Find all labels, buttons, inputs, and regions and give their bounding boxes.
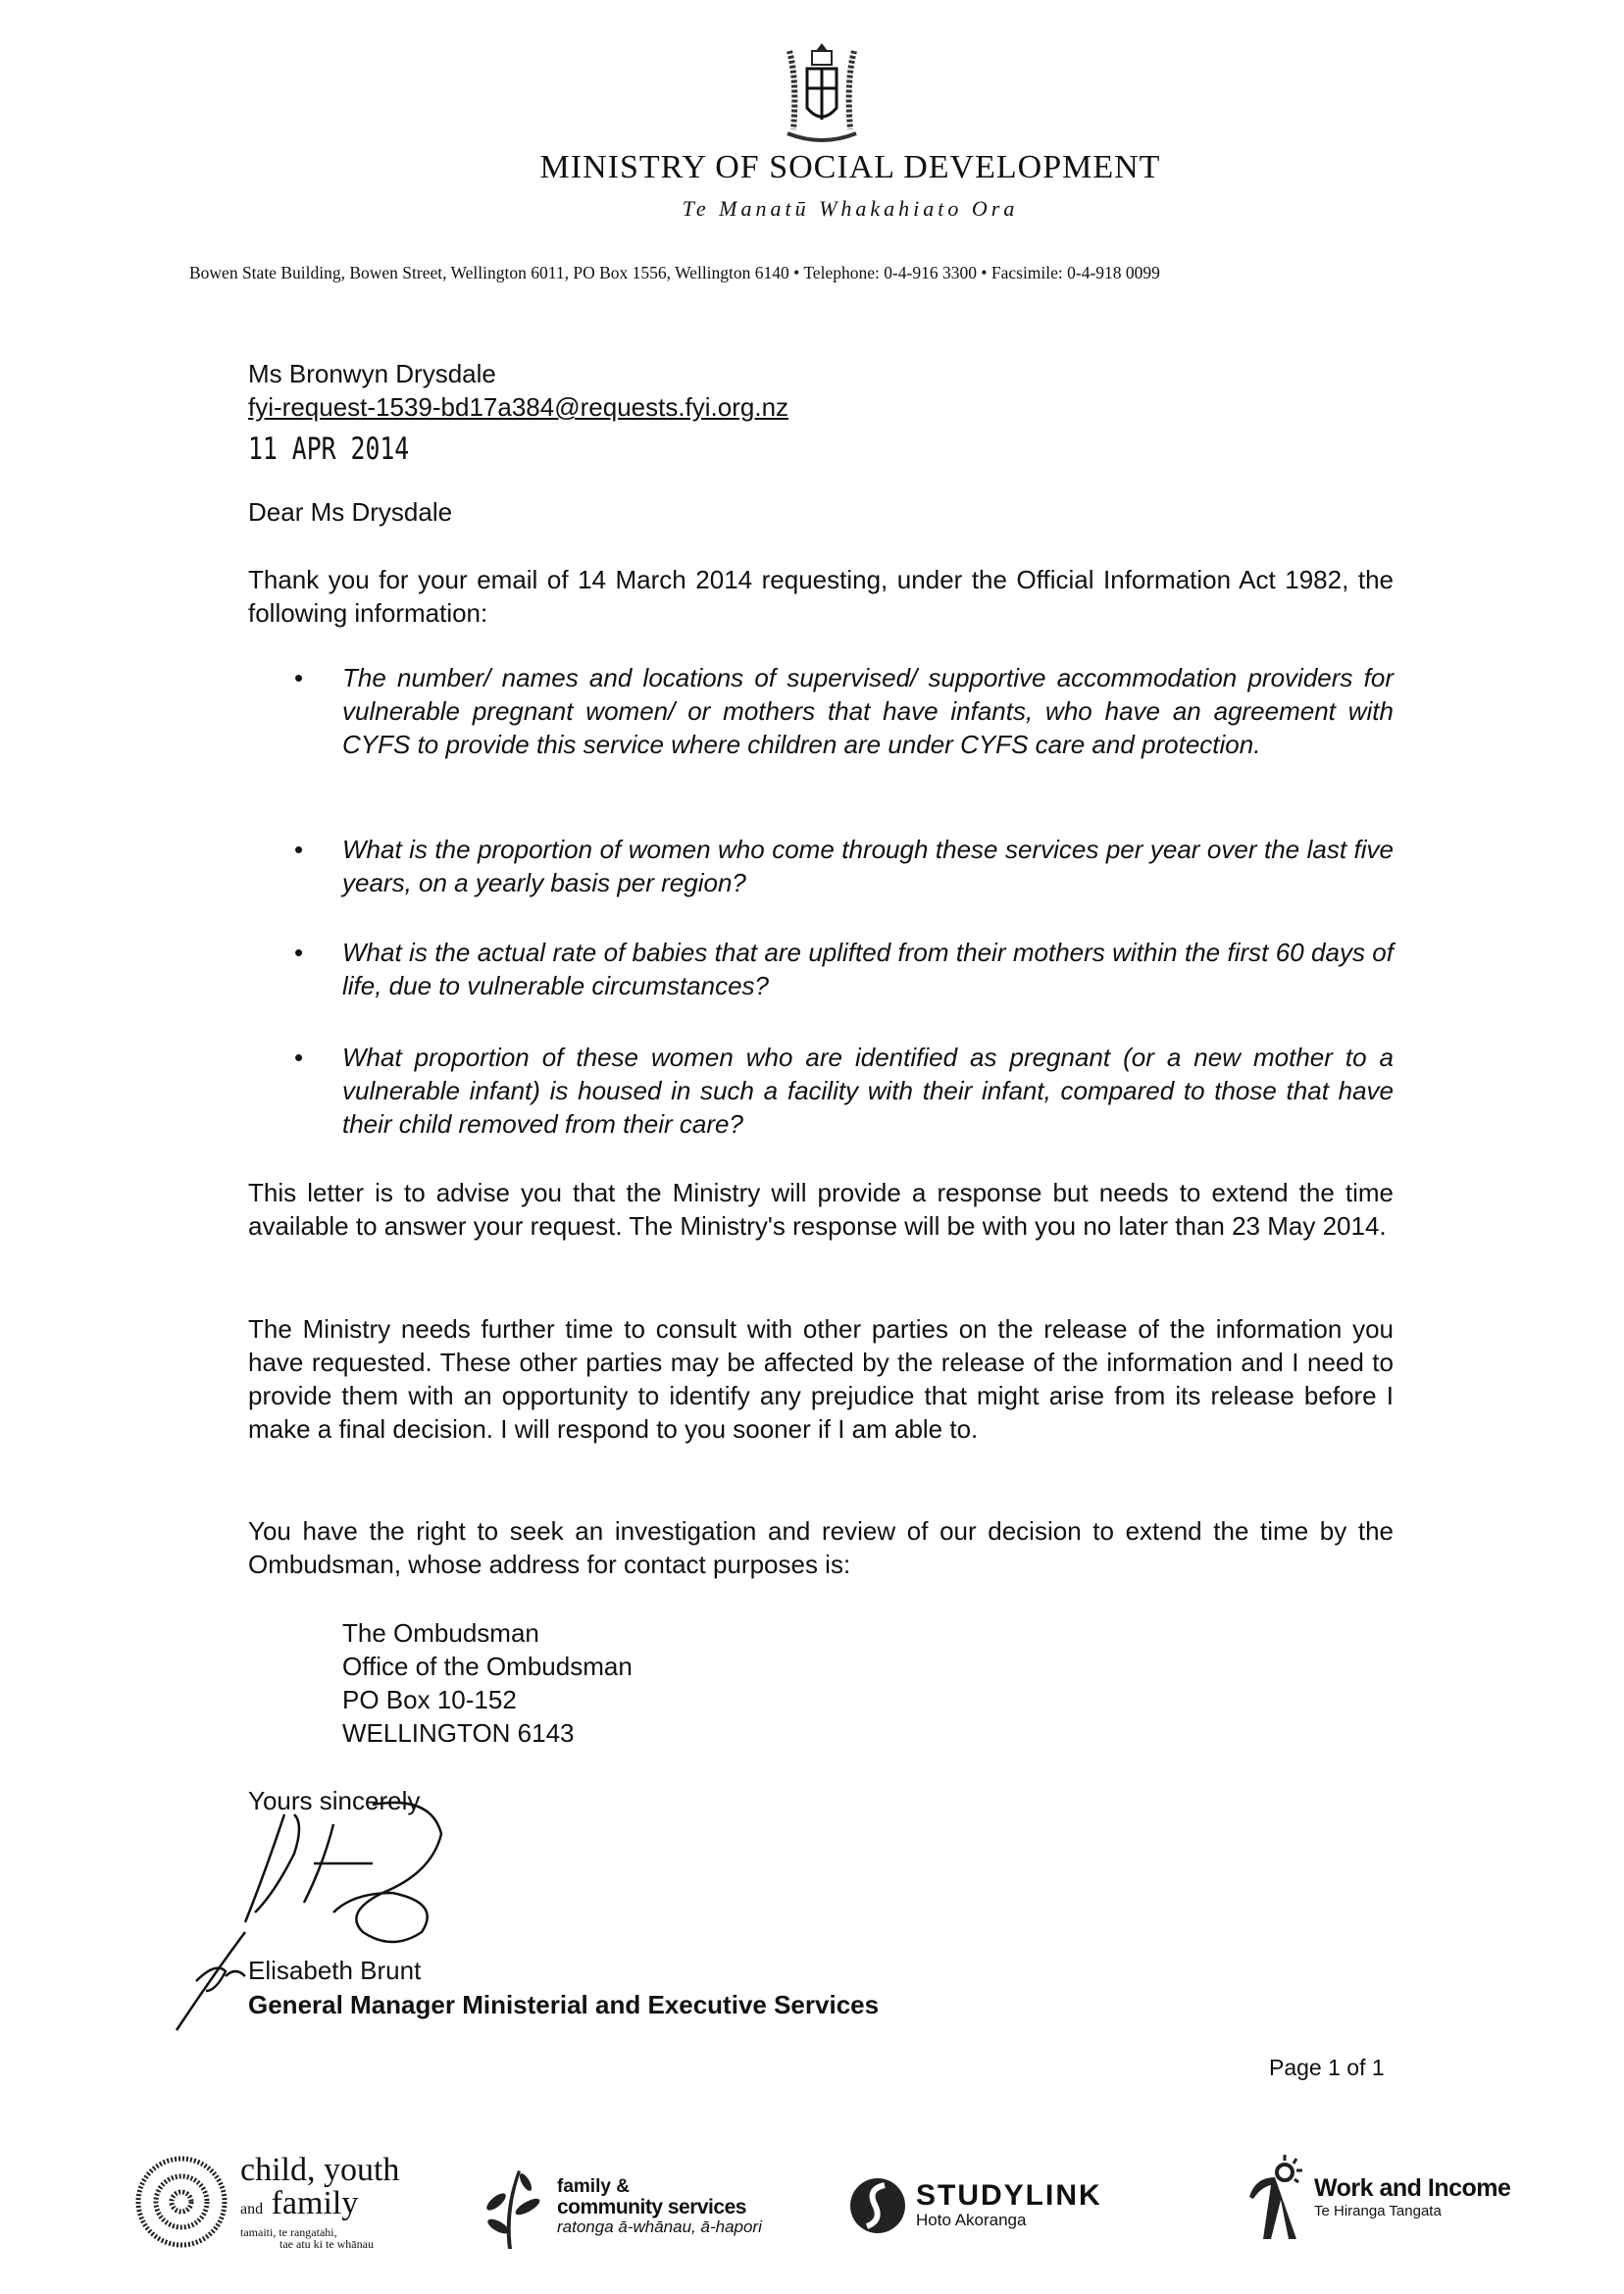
request-item: • What proportion of these women who are identified as pregnant (or a new mother to a vulnerable infant) is housed in such a facility with their infant, compared to those that have their child removed from their care? bbox=[294, 1043, 1394, 1139]
recipient-email[interactable]: fyi-request-1539-bd17a384@requests.fyi.org.nz bbox=[248, 392, 789, 422]
studylink-s-icon bbox=[849, 2175, 906, 2236]
cyf-logo bbox=[132, 2148, 399, 2256]
ombudsman-address bbox=[342, 1616, 633, 1750]
request-item-text: What proportion of these women who are identified as pregnant (or a new mother to a vulnerable infant) is housed in such a facility with their infant, compared to those that have their child removed from their care? bbox=[342, 1043, 1394, 1139]
review-rights-paragraph: You have the right to seek an investigation and review of our decision to extend the time by the Ombudsman, whose address for contact purposes is: bbox=[248, 1516, 1394, 1579]
nz-coat-of-arms-icon bbox=[780, 41, 864, 143]
request-item-text: What is the proportion of women who come through these services per year over the last five years, on a yearly basis per region? bbox=[342, 835, 1394, 897]
address-line: The Ombudsman bbox=[342, 1618, 539, 1648]
cyf-and: and bbox=[240, 2201, 264, 2218]
address-line: Office of the Ombudsman bbox=[342, 1652, 633, 1681]
closing: Yours sincerely bbox=[248, 1786, 421, 1815]
work-and-income-name: Work and Income bbox=[1314, 2174, 1511, 2202]
salutation: Dear Ms Drysdale bbox=[248, 497, 453, 527]
studylink-name: STUDYLINK bbox=[916, 2179, 1102, 2212]
cyf-tag1: tamaiti, te rangatahi, bbox=[240, 2225, 337, 2239]
consultation-paragraph: The Ministry needs further time to consult with other parties on the release of the information you have requested. These other parties may be affected by the release of the information and I need to provide them with an opportunity to identify any prejudice that might arise from its release before I make a final decision. I will respond to you sooner if I am able to. bbox=[248, 1314, 1394, 1444]
cyf-line1: child, youth bbox=[240, 2152, 400, 2188]
intro-paragraph: Thank you for your email of 14 March 2014 requesting, under the Official Information Act 1982, the following information: bbox=[248, 565, 1394, 628]
address-line: PO Box 10-152 bbox=[342, 1685, 517, 1714]
request-item: • What is the proportion of women who come through these services per year over the last five years, on a yearly basis per region? bbox=[294, 835, 1394, 897]
cyf-line2: family bbox=[271, 2185, 359, 2221]
ministry-maori-name: Te Manatū Whakahiato Ora bbox=[682, 196, 1019, 221]
request-item-text: The number/ names and locations of supervised/ supportive accommodation providers for vulnerable pregnant women/ or mothers that have infants, who have an agreement with CYFS to provide this service where children are under CYFS care and protection. bbox=[342, 663, 1394, 759]
recipient-name: Ms Bronwyn Drysdale bbox=[248, 359, 496, 388]
fcs-logo bbox=[479, 2163, 762, 2251]
request-item-text: What is the actual rate of babies that are uplifted from their mothers within the first 60 days of life, due to vulnerable circumstances? bbox=[342, 938, 1394, 1000]
ministry-name: MINISTRY OF SOCIAL DEVELOPMENT bbox=[539, 149, 1161, 185]
studylink-logo bbox=[849, 2175, 1102, 2236]
cyf-tag2: tae atu ki te whānau bbox=[279, 2237, 374, 2251]
fcs-line2: community services bbox=[557, 2196, 746, 2219]
signatory-name: Elisabeth Brunt bbox=[248, 1956, 422, 1985]
request-item: • What is the actual rate of babies that are uplifted from their mothers within the first 60 days of life, due to vulnerable circumstances? bbox=[294, 938, 1394, 1000]
cyf-spiral-icon bbox=[132, 2148, 230, 2256]
fcs-line1: family & bbox=[557, 2176, 630, 2198]
page-number: Page 1 of 1 bbox=[1269, 2055, 1385, 2080]
work-and-income-tag: Te Hiranga Tangata bbox=[1314, 2203, 1442, 2219]
signatory-title: General Manager Ministerial and Executive Services bbox=[248, 1990, 880, 2019]
fcs-tag: ratonga ā-whānau, ā-hapori bbox=[557, 2218, 762, 2237]
request-item: • The number/ names and locations of supervised/ supportive accommodation providers for vulnerable pregnant women/ or mothers that have infants, who have an agreement with CYFS to provide this service where children are under CYFS care and protection. bbox=[294, 663, 1394, 759]
work-and-income-logo bbox=[1245, 2153, 1510, 2241]
ministry-address: Bowen State Building, Bowen Street, Wellington 6011, PO Box 1556, Wellington 6140 • Telephone: 0-4-916 3300 • Facsimile: 0-4-918 0099 bbox=[189, 263, 1160, 282]
date-stamp: 11 APR 2014 bbox=[248, 432, 410, 467]
work-and-income-figure-icon bbox=[1245, 2153, 1304, 2241]
extension-paragraph: This letter is to advise you that the Ministry will provide a response but needs to extend the time available to answer your request. The Ministry's response will be with you no later than 23 May 2014. bbox=[248, 1178, 1394, 1241]
studylink-tag: Hoto Akoranga bbox=[916, 2211, 1027, 2229]
fcs-plant-icon bbox=[479, 2163, 547, 2251]
address-line: WELLINGTON 6143 bbox=[342, 1718, 575, 1748]
